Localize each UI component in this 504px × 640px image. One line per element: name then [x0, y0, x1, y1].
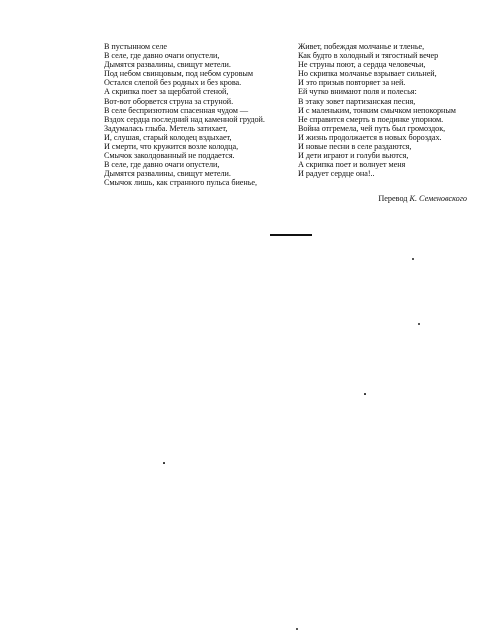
poem-line: И дети играют и голуби вьются, — [298, 151, 409, 161]
poem-line: А скрипка поет и волнует меня — [298, 160, 406, 170]
scan-speck — [418, 323, 420, 325]
poem-line: Живет, побеждая молчанье и тленье, — [298, 42, 425, 51]
scan-speck — [163, 462, 165, 464]
poem-line: Дымятся развалины, свищут метели. — [104, 169, 231, 179]
scan-speck — [412, 258, 414, 260]
poem-line: А скрипка поет за щербатой стеной, — [104, 87, 229, 97]
translator-credit — [378, 194, 467, 203]
poem-line: Вздох сердца последний над каменной грудой. — [104, 114, 265, 124]
poem-line: Война отгремела, чей путь был громоздок, — [298, 123, 446, 133]
poem-line: И новые песни в селе раздаются, — [298, 142, 412, 152]
poem-left-column — [104, 42, 276, 188]
poem-line: В селе беспризютном спасенная чудом — — [104, 105, 248, 115]
poem-line: В пустынном селе — [104, 42, 167, 51]
poem-line: В этаку зовет партизанская песня, — [298, 96, 416, 106]
poem-line: Вот-вот оборвется струна за струной. — [104, 96, 234, 106]
poem-line: Дымятся развалины, свищут метели. — [104, 60, 231, 70]
poem-line: Задумалась глыба. Метель затихает, — [104, 123, 228, 133]
poem-line: И радует сердце она!.. — [298, 169, 375, 179]
poem-line: Смычок заколдованный не поддается. — [104, 151, 235, 161]
translator-name: К. Семеновского — [409, 194, 467, 203]
credit-prefix: Перевод — [378, 194, 408, 203]
poem-line: Остался слепой без родных и без крова. — [104, 78, 242, 88]
scan-speck — [296, 628, 298, 630]
scan-speck — [364, 393, 366, 395]
poem-line: Не справится смерть в поединке упорном. — [298, 114, 444, 124]
poem-line: Под небом свинцовым, под небом суровым — [104, 69, 253, 79]
poem-line: И смерти, что кружится возле колодца, — [104, 142, 239, 152]
poem-line: Смычок лишь, как странного пульса биенье, — [104, 178, 257, 188]
poem-line: В селе, где давно очаги опустели, — [104, 51, 220, 61]
poem-line: И жизнь продолжается в новых бороздах. — [298, 132, 442, 142]
section-divider — [270, 234, 312, 236]
poem-line: В селе, где давно очаги опустели, — [104, 160, 220, 170]
poem-line: Ей чутко внимают поля и полесья: — [298, 87, 417, 97]
poem-line: И, слушая, старый колодец вздыхает, — [104, 132, 232, 142]
poem-line: И с маленьким, тонким смычком непокорным — [298, 105, 456, 115]
poem-right-column — [298, 42, 478, 178]
poem-line: Как будто в холодный и тягостный вечер — [298, 51, 439, 61]
poem-line: Не струны поют, а сердца человечьи, — [298, 60, 426, 70]
poem-line: Но скрипка молчанье взрывает сильней, — [298, 69, 437, 79]
poem-line: И это призыв повторяет за ней. — [298, 78, 406, 88]
